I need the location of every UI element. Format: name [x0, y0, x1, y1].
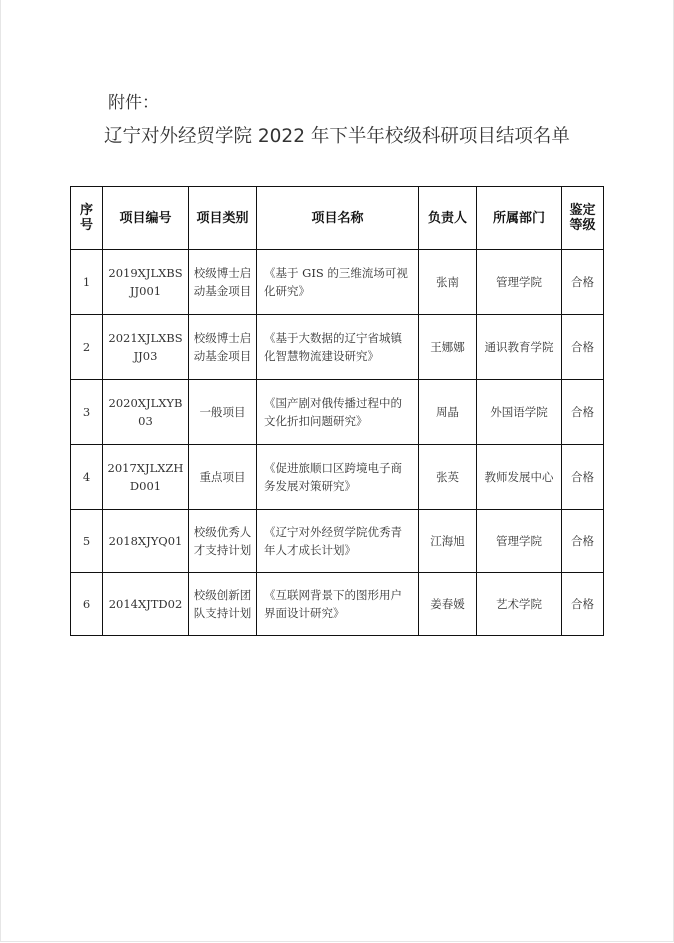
cell-seq: 6	[71, 573, 103, 636]
cell-dept: 管理学院	[477, 510, 562, 573]
cell-name: 《辽宁对外经贸学院优秀青年人才成长计划》	[257, 510, 419, 573]
cell-code: 2018XJYQ01	[103, 510, 189, 573]
cell-dept: 艺术学院	[477, 573, 562, 636]
results-table	[70, 186, 604, 636]
header-seq: 序号	[71, 187, 103, 250]
cell-grade: 合格	[562, 573, 604, 636]
cell-seq: 4	[71, 445, 103, 510]
cell-seq: 3	[71, 380, 103, 445]
table-row	[71, 380, 604, 445]
cell-category: 校级博士启动基金项目	[189, 250, 257, 315]
header-dept: 所属部门	[477, 187, 562, 250]
table-row	[71, 315, 604, 380]
cell-category: 一般项目	[189, 380, 257, 445]
cell-grade: 合格	[562, 445, 604, 510]
table-header-row	[71, 187, 604, 250]
cell-code: 2014XJTD02	[103, 573, 189, 636]
table-row	[71, 510, 604, 573]
header-category: 项目类别	[189, 187, 257, 250]
cell-owner: 周晶	[419, 380, 477, 445]
document-title: 辽宁对外经贸学院 2022 年下半年校级科研项目结项名单	[104, 126, 570, 147]
cell-dept: 教师发展中心	[477, 445, 562, 510]
cell-owner: 王娜娜	[419, 315, 477, 380]
cell-seq: 2	[71, 315, 103, 380]
table-row	[71, 573, 604, 636]
cell-grade: 合格	[562, 315, 604, 380]
cell-name: 《基于 GIS 的三维流场可视化研究》	[257, 250, 419, 315]
cell-seq: 1	[71, 250, 103, 315]
cell-name: 《基于大数据的辽宁省城镇化智慧物流建设研究》	[257, 315, 419, 380]
cell-grade: 合格	[562, 380, 604, 445]
cell-grade: 合格	[562, 250, 604, 315]
header-name: 项目名称	[257, 187, 419, 250]
cell-category: 重点项目	[189, 445, 257, 510]
header-grade: 鉴定等级	[562, 187, 604, 250]
cell-name: 《促进旅顺口区跨境电子商务发展对策研究》	[257, 445, 419, 510]
cell-grade: 合格	[562, 510, 604, 573]
table-row	[71, 250, 604, 315]
table-row	[71, 445, 604, 510]
cell-category: 校级博士启动基金项目	[189, 315, 257, 380]
header-owner: 负责人	[419, 187, 477, 250]
cell-category: 校级创新团队支持计划	[189, 573, 257, 636]
cell-owner: 江海旭	[419, 510, 477, 573]
cell-dept: 管理学院	[477, 250, 562, 315]
cell-code: 2021XJLXBSJJ03	[103, 315, 189, 380]
cell-owner: 张英	[419, 445, 477, 510]
cell-seq: 5	[71, 510, 103, 573]
header-code: 项目编号	[103, 187, 189, 250]
attachment-label: 附件：	[108, 93, 159, 113]
cell-code: 2019XJLXBSJJ001	[103, 250, 189, 315]
cell-code: 2017XJLXZHD001	[103, 445, 189, 510]
cell-owner: 张南	[419, 250, 477, 315]
cell-name: 《国产剧对俄传播过程中的文化折扣问题研究》	[257, 380, 419, 445]
cell-owner: 姜春媛	[419, 573, 477, 636]
cell-code: 2020XJLXYB03	[103, 380, 189, 445]
cell-name: 《互联网背景下的图形用户界面设计研究》	[257, 573, 419, 636]
cell-category: 校级优秀人才支持计划	[189, 510, 257, 573]
cell-dept: 外国语学院	[477, 380, 562, 445]
cell-dept: 通识教育学院	[477, 315, 562, 380]
